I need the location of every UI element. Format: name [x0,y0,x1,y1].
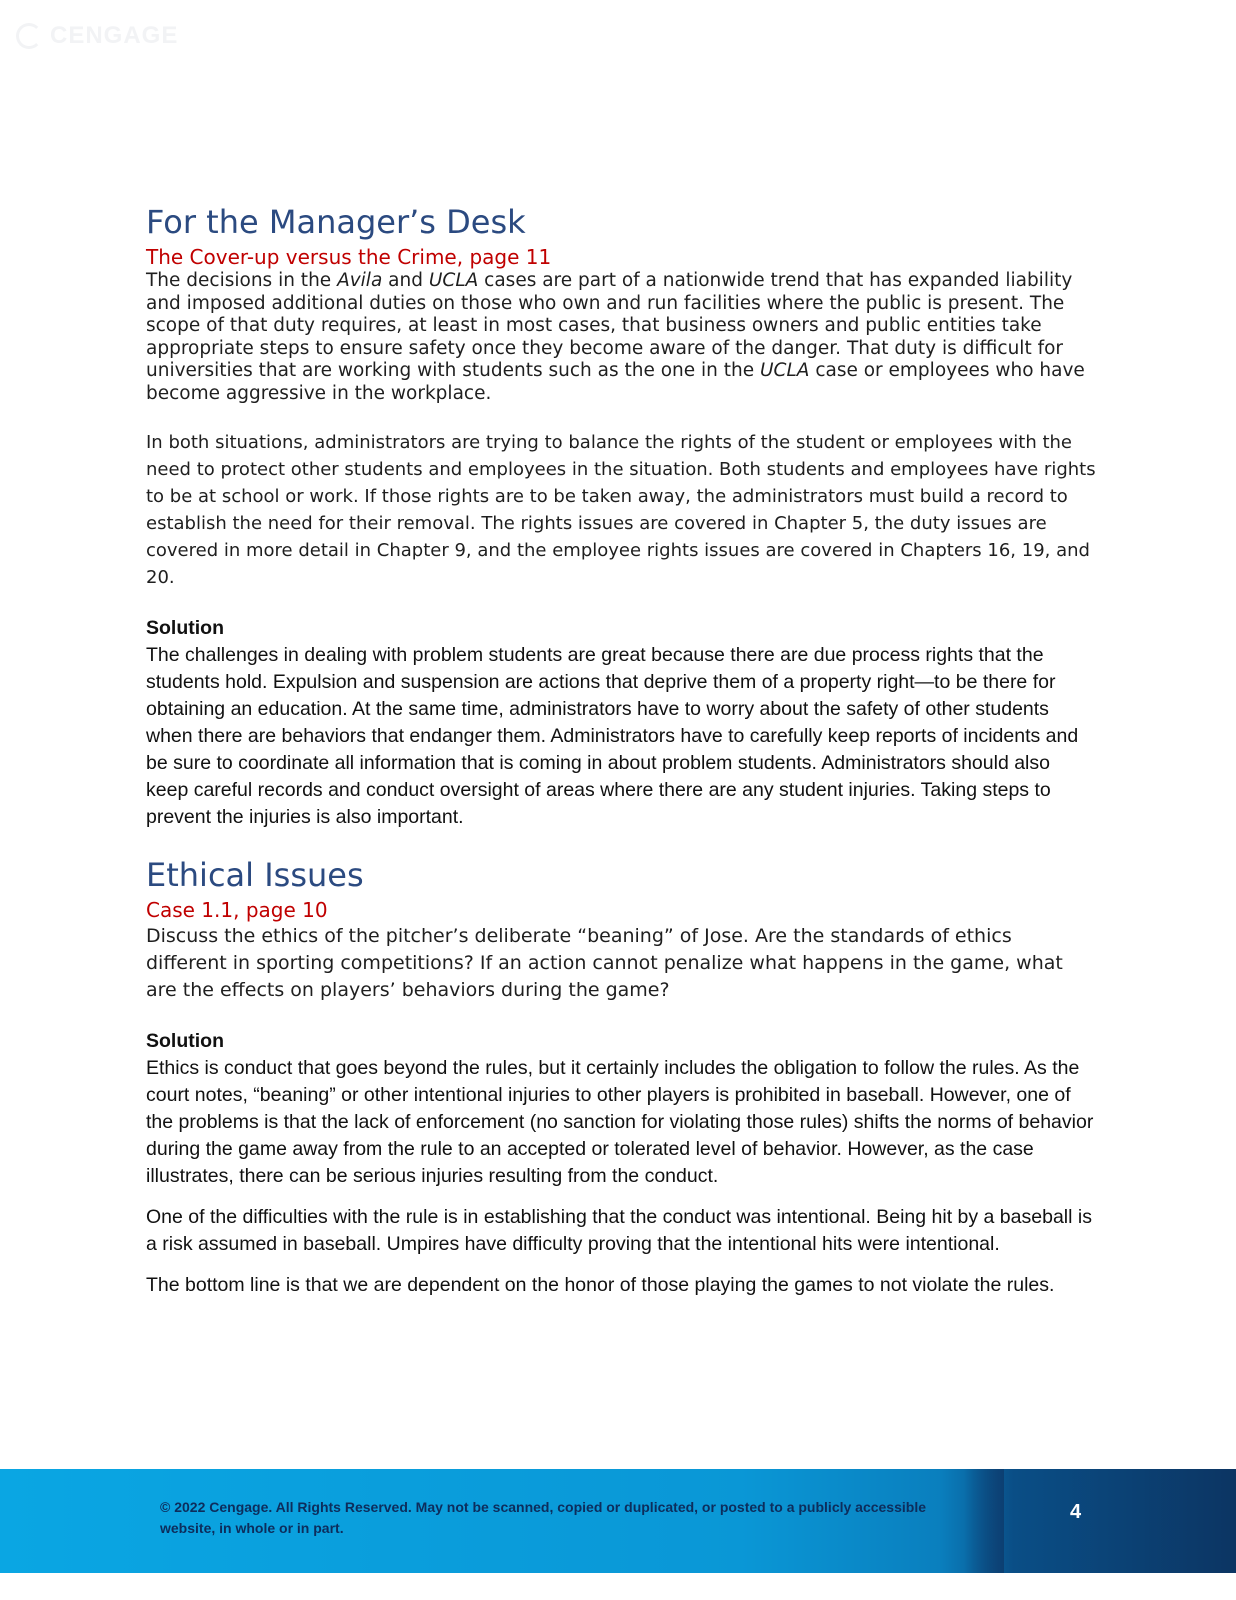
solution-label: Solution [146,1030,224,1052]
solution-paragraph: The challenges in dealing with problem students are great because there are due process rights that the students hold. Expulsion and suspension are actions that deprive them of a property right—to be there for obtaining an education. At the same time, administrators have to worry about the safety of other students when there are behaviors that endanger them. Administrators have to carefully keep reports of incidents and be sure to coordinate all information that is coming in about problem students. Administrators should also keep careful records and conduct oversight of areas where there are any student injuries. Taking steps to prevent the injuries is also important. [146,644,1079,828]
cengage-logo [16,22,178,50]
page-number: 4 [1070,1501,1082,1523]
cengage-logo-icon [16,23,42,49]
text-run: and [382,270,429,291]
footer-brush-edge [964,1469,1004,1573]
solution-paragraph: Ethics is conduct that goes beyond the rules, but it certainly includes the obligation to follow the rules. As the court notes, “beaning” or other intentional injuries to other players is prohibited in baseball. However, one of the problems is that the lack of enforcement (no sanction for violating those rules) shifts the norms of behavior during the game away from the rule to an accepted or tolerated level of behavior. However, as the case illustrates, there can be serious injuries resulting from the conduct. [146,1057,1094,1187]
case-name-italic: Avila [337,270,383,291]
solution-paragraph: One of the difficulties with the rule is in establishing that the conduct was intentional. Being hit by a baseball is a risk assumed in baseball. Umpires have difficulty proving that the intentional hits were intentional. [146,1206,1092,1255]
managers-desk-intro [146,270,1096,405]
text-run: cases are part of a nationwide trend that has expanded liability and imposed additional duties on those who own and run facilities where the public is present. The scope of that duty requires, at least in most cases, that business owners and public entities take appropriate steps to ensure safety once they become aware of the danger. That duty is difficult for universities that are working with students such as the one in the [146,270,1073,381]
section-heading-ethical-issues: Ethical Issues [146,856,364,894]
case-name-italic: UCLA [428,270,479,291]
logo-text: CENGAGE [50,22,179,49]
solution-label: Solution [146,617,224,639]
case-name-italic: UCLA [760,360,810,381]
solution-paragraph: The bottom line is that we are dependent on the honor of those playing the games to not violate the rules. [146,1274,1055,1296]
text-run: case or employees who have become aggressive in the workplace. [146,360,1085,404]
text-run: The decisions in the [146,270,338,291]
page-footer [0,1469,1236,1573]
case-subheading-cover-up: The Cover-up versus the Crime, page 11 [146,245,552,269]
case-subheading-case-1-1: Case 1.1, page 10 [146,898,328,922]
copyright-notice: © 2022 Cengage. All Rights Reserved. May not be scanned, copied or duplicated, or posted to a publicly accessible website, in whole or in part. [160,1499,927,1536]
ethics-prompt: Discuss the ethics of the pitcher’s deliberate “beaning” of Jose. Are the standards of ethics different in sporting competitions? If an action cannot penalize what happens in the game, what are the effects on players’ behaviors during the game? [146,925,1063,1001]
page-content [146,200,1096,1299]
managers-desk-paragraph: In both situations, administrators are trying to balance the rights of the student or employees with the need to protect other students and employees in the situation. Both students and employees have rights to be at school or work. If those rights are to be taken away, the administrators must build a record to establish the need for their removal. The rights issues are covered in Chapter 5, the duty issues are covered in more detail in Chapter 9, and the employee rights issues are covered in Chapters 16, 19, and 20. [146,432,1096,588]
section-heading-managers-desk: For the Manager’s Desk [146,203,526,241]
